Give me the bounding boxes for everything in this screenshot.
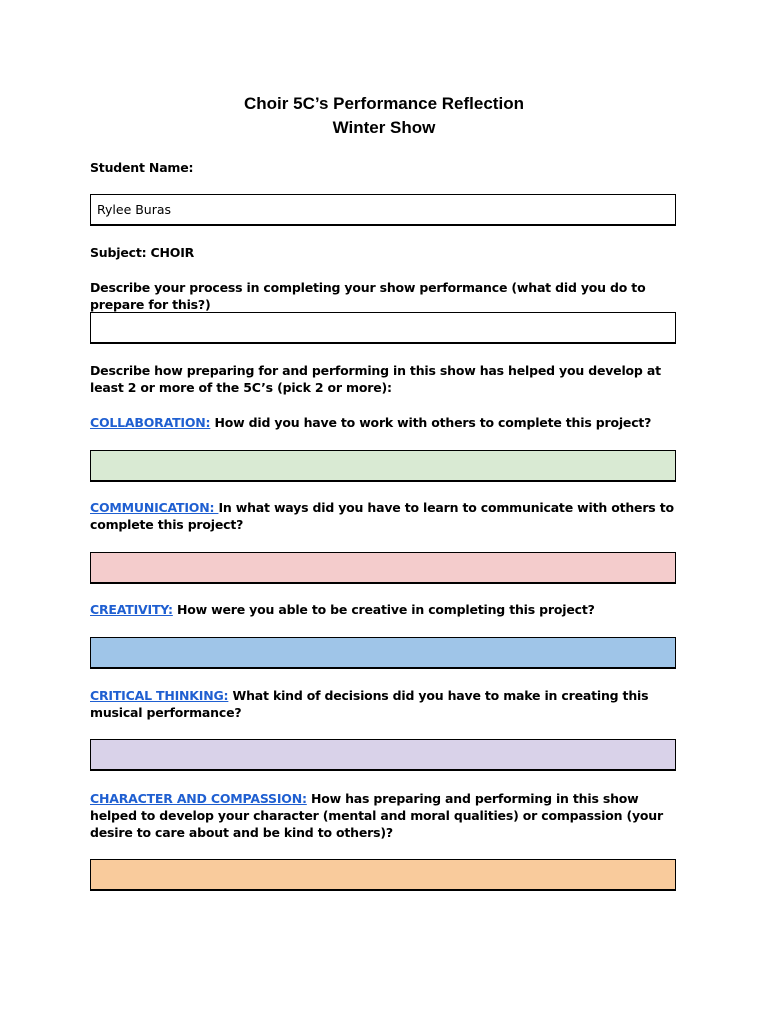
creativity-question-text: How were you able to be creative in completing this project? bbox=[172, 602, 595, 617]
subject-label: Subject: CHOIR bbox=[90, 245, 195, 260]
creativity-link[interactable]: CREATIVITY: bbox=[90, 602, 173, 617]
creativity-question bbox=[90, 601, 680, 618]
document-title: Choir 5C’s Performance Reflection bbox=[244, 94, 524, 113]
critical-thinking-answer-field[interactable] bbox=[90, 739, 676, 770]
document-subtitle: Winter Show bbox=[332, 118, 436, 137]
collaboration-link[interactable]: COLLABORATION: bbox=[90, 415, 211, 430]
character-compassion-question bbox=[90, 790, 680, 841]
five-cs-intro: Describe how preparing for and performing in this show has helped you develop at least 2 or more of the 5C’s (pick 2 or more): bbox=[90, 363, 661, 395]
creativity-answer-field[interactable] bbox=[90, 637, 676, 668]
process-answer-field[interactable] bbox=[90, 312, 676, 343]
collaboration-answer-field[interactable] bbox=[90, 450, 676, 481]
character-compassion-link[interactable]: CHARACTER AND COMPASSION: bbox=[90, 791, 307, 806]
critical-thinking-question-text: What kind of decisions did you have to make in creating this musical performance? bbox=[90, 688, 649, 720]
character-compassion-answer-field[interactable] bbox=[90, 859, 676, 890]
process-question: Describe your process in completing your show performance (what did you do to prepare for this?) bbox=[90, 280, 646, 312]
collaboration-question-text: How did you have to work with others to complete this project? bbox=[210, 415, 652, 430]
critical-thinking-question bbox=[90, 687, 680, 721]
communication-answer-field[interactable] bbox=[90, 552, 676, 583]
student-name-value: Rylee Buras bbox=[97, 202, 172, 217]
student-name-field[interactable] bbox=[90, 194, 676, 225]
collaboration-question bbox=[90, 414, 680, 431]
communication-question-text: In what ways did you have to learn to communicate with others to complete this project? bbox=[90, 500, 674, 532]
communication-link[interactable]: COMMUNICATION: bbox=[90, 500, 219, 515]
student-name-label: Student Name: bbox=[90, 160, 194, 175]
character-compassion-question-text: How has preparing and performing in this show helped to develop your character (mental and moral qualities) or compassion (your desire to care about and be kind to others)? bbox=[90, 791, 663, 840]
communication-question bbox=[90, 499, 680, 533]
critical-thinking-link[interactable]: CRITICAL THINKING: bbox=[90, 688, 229, 703]
